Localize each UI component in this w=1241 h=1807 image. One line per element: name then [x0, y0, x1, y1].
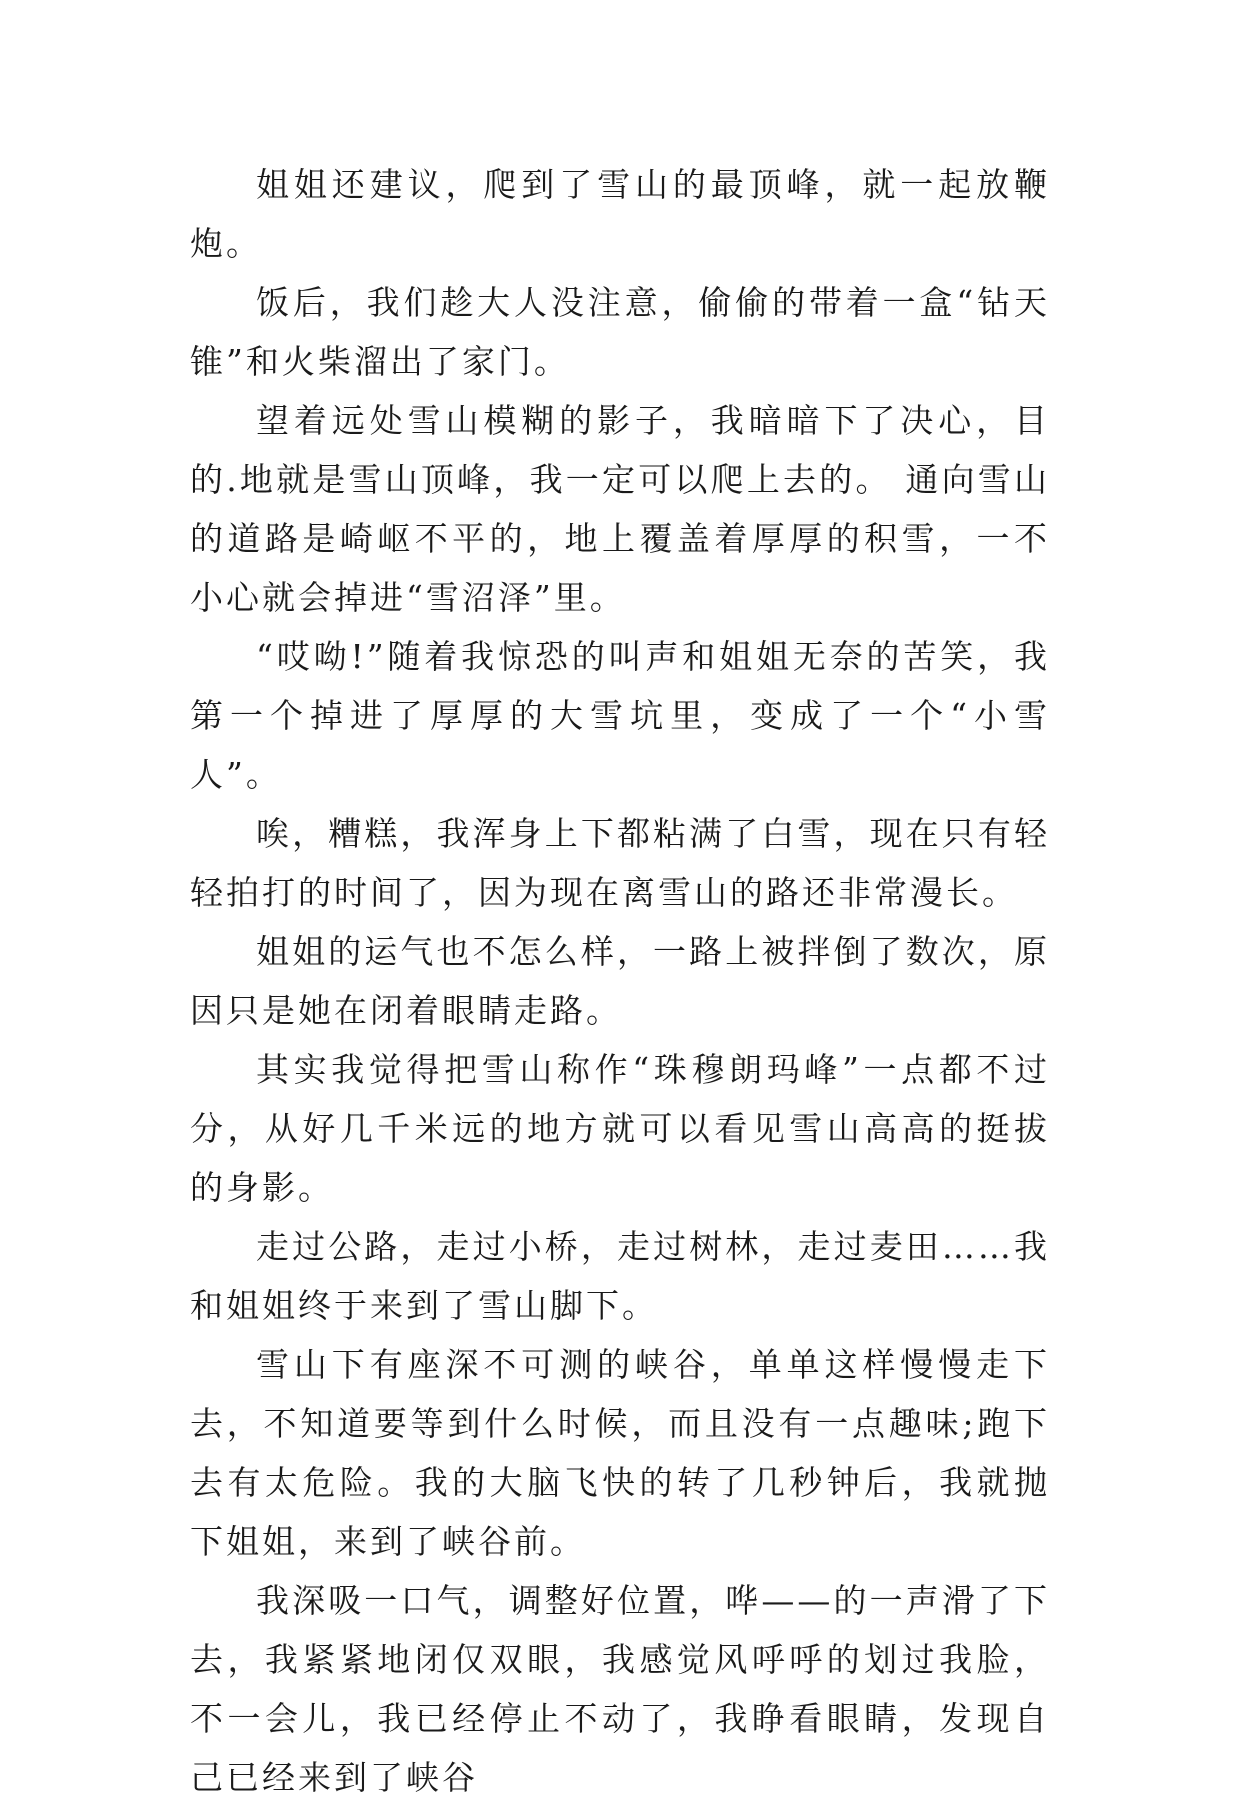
paragraph-5: 唉，糟糕，我浑身上下都粘满了白雪，现在只有轻轻拍打的时间了，因为现在离雪山的路还非常漫长。: [190, 814, 1050, 912]
paragraph-6: 姐姐的运气也不怎么样，一路上被拌倒了数次，原因只是她在闭着眼睛走路。: [190, 932, 1050, 1030]
document-body: [190, 155, 1050, 1807]
paragraph-3: 望着远处雪山模糊的影子，我暗暗下了决心，目的.地就是雪山顶峰，我一定可以爬上去的。 通向雪山的道路是崎岖不平的，地上覆盖着厚厚的积雪，一不小心就会掉进“雪沼泽”里。: [190, 401, 1050, 617]
paragraph-9: 雪山下有座深不可测的峡谷，单单这样慢慢走下去，不知道要等到什么时候，而且没有一点趣味;跑下去有太危险。我的大脑飞快的转了几秒钟后，我就抛下姐姐，来到了峡谷前。: [190, 1345, 1050, 1561]
paragraph-7: 其实我觉得把雪山称作“珠穆朗玛峰”一点都不过分，从好几千米远的地方就可以看见雪山高高的挺拔的身影。: [190, 1050, 1050, 1207]
paragraph-10: 我深吸一口气，调整好位置，哗——的一声滑了下去，我紧紧地闭仅双眼，我感觉风呼呼的划过我脸，不一会儿，我已经停止不动了，我睁看眼睛，发现自己已经来到了峡谷: [190, 1581, 1050, 1797]
paragraph-1: 姐姐还建议，爬到了雪山的最顶峰，就一起放鞭炮。: [190, 165, 1050, 263]
paragraph-2: 饭后，我们趁大人没注意，偷偷的带着一盒“钻天锥”和火柴溜出了家门。: [190, 283, 1050, 381]
paragraph-4: “哎呦!”随着我惊恐的叫声和姐姐无奈的苦笑，我第一个掉进了厚厚的大雪坑里，变成了一个“小雪人”。: [190, 637, 1050, 794]
paragraph-8: 走过公路，走过小桥，走过树林，走过麦田……我和姐姐终于来到了雪山脚下。: [190, 1227, 1050, 1325]
